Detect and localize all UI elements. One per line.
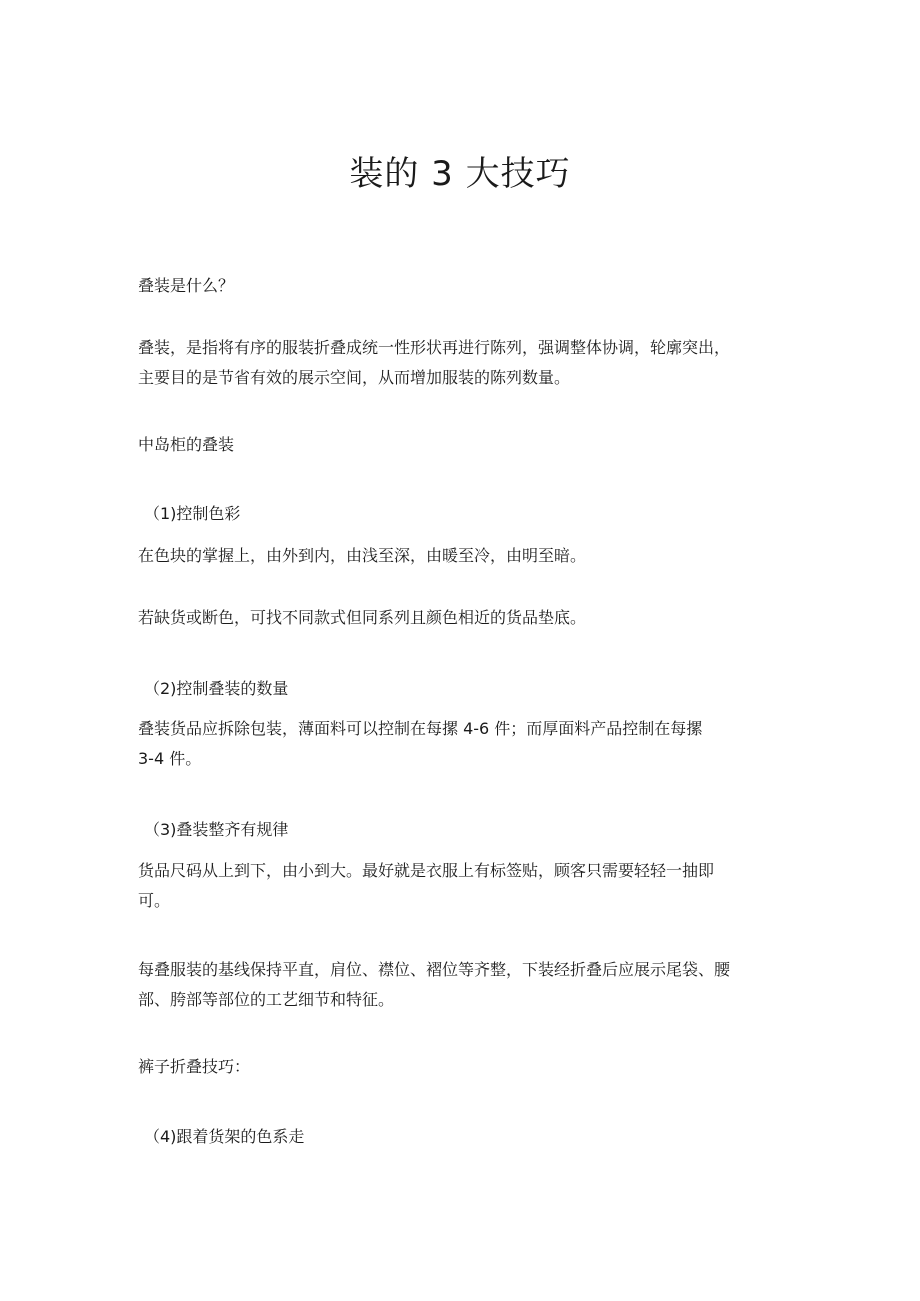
text-line: 每叠服装的基线保持平直，肩位、襟位、褶位等齐整，下装经折叠后应展示尾袋、腰 [138, 960, 731, 979]
paragraph-neat-order-heading [144, 815, 784, 845]
text-line: （3)叠装整齐有规律 [144, 820, 289, 839]
paragraph-color-order [138, 541, 778, 571]
text-line: （2)控制叠装的数量 [144, 679, 289, 698]
paragraph-size-order [138, 856, 778, 916]
text-line: 部、胯部等部位的工艺细节和特征。 [138, 990, 395, 1009]
paragraph-out-of-stock [138, 603, 778, 633]
text-line: 叠装是什么？ [138, 276, 235, 295]
text-line: 若缺货或断色，可找不同款式但同系列且颜色相近的货品垫底。 [138, 608, 587, 627]
text-line: 叠装货品应拆除包装，薄面料可以控制在每摞 4-6 件；而厚面料产品控制在每摞 [138, 719, 703, 738]
text-line: 在色块的掌握上，由外到内，由浅至深，由暖至冷，由明至暗。 [138, 546, 587, 565]
text-line: （4)跟着货架的色系走 [144, 1127, 305, 1146]
text-line: 可。 [138, 891, 171, 910]
text-line: 裤子折叠技巧： [138, 1057, 251, 1076]
paragraph-island-cabinet-heading [138, 430, 778, 460]
text-line: 货品尺码从上到下，由小到大。最好就是衣服上有标签贴，顾客只需要轻轻一抽即 [138, 861, 715, 880]
paragraph-shelf-color-heading [144, 1122, 784, 1152]
paragraph-folding-definition [138, 333, 778, 393]
paragraph-pants-folding-heading [138, 1052, 778, 1082]
paragraph-quantity-rules [138, 714, 778, 774]
document-title: 装的 3 大技巧 [349, 154, 571, 194]
text-line: 主要目的是节省有效的展示空间，从而增加服装的陈列数量。 [138, 368, 571, 387]
paragraph-baseline-rules [138, 955, 778, 1015]
text-line: 叠装，是指将有序的服装折叠成统一性形状再进行陈列，强调整体协调，轮廓突出， [138, 338, 731, 357]
paragraph-what-is-folding [138, 271, 778, 301]
text-line: 中岛柜的叠装 [138, 435, 235, 454]
text-line: （1)控制色彩 [144, 504, 241, 523]
paragraph-control-color-heading [144, 499, 784, 529]
text-line: 3-4 件。 [138, 749, 202, 768]
paragraph-control-quantity-heading [144, 674, 784, 704]
